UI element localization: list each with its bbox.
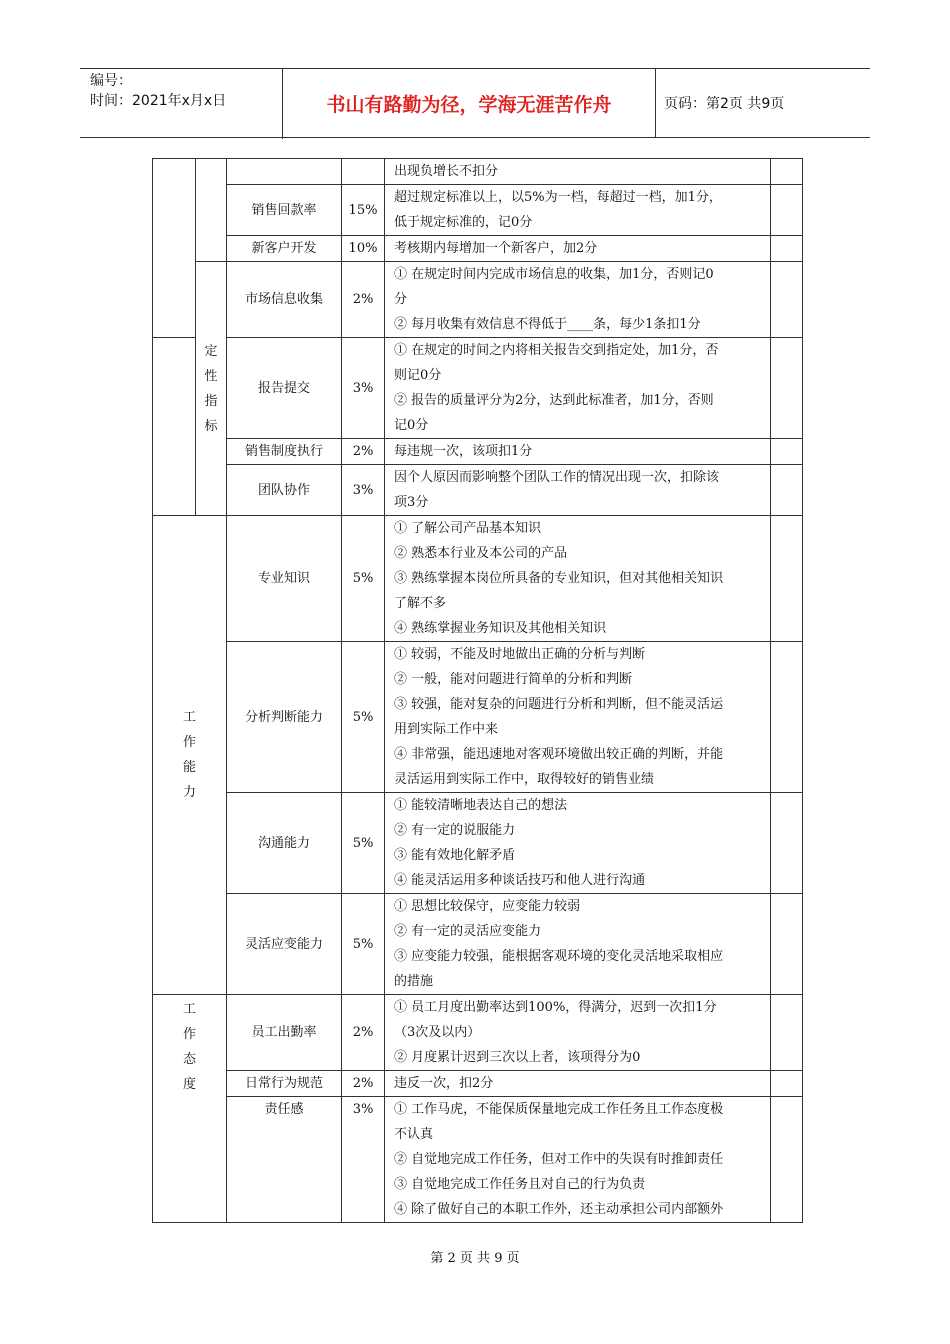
blank-category-cell [153,159,196,338]
standard-line: 项3分 [394,495,429,510]
standard-line: 违反一次，扣2分 [394,1076,494,1091]
table-row [153,338,803,439]
page-header [80,68,870,138]
standard-line: ① 了解公司产品基本知识 [394,521,542,536]
number-label: 编号： [90,73,132,89]
table-row [153,262,803,338]
score-cell [771,159,803,185]
item-standard [385,159,771,185]
table-row [153,439,803,465]
item-name: 报告提交 [227,338,342,439]
standard-line: ① 在规定的时间之内将相关报告交到指定处，加1分，否 [394,343,719,358]
table-row [153,995,803,1071]
standard-line: 则记0分 [394,368,442,383]
standard-line: ② 每月收集有效信息不得低于____条，每少1条扣1分 [394,317,701,332]
standard-line: ④ 能灵活运用多种谈话技巧和他人进行沟通 [394,873,646,888]
standard-line: ② 月度累计迟到三次以上者，该项得分为0 [394,1050,641,1065]
table-row [153,894,803,995]
item-standard [385,185,771,236]
item-weight: 15% [342,185,385,236]
page-footer: 第 2 页 共 9 页 [430,1251,520,1266]
table-row [153,793,803,894]
standard-line: ③ 熟练掌握本岗位所具备的专业知识，但对其他相关知识 [394,571,724,586]
item-weight: 3% [342,338,385,439]
table-row [153,236,803,262]
item-name: 团队协作 [227,465,342,516]
item-standard [385,465,771,516]
standard-line: ① 在规定时间内完成市场信息的收集，加1分，否则记0 [394,267,714,282]
standard-line: ③ 能有效地化解矛盾 [394,848,516,863]
score-cell [771,793,803,894]
standard-line: 灵活运用到实际工作中，取得较好的销售业绩 [394,772,655,787]
score-cell [771,894,803,995]
item-weight [342,159,385,185]
standard-line: 每违规一次，该项扣1分 [394,444,533,459]
standard-line: ② 报告的质量评分为2分，达到此标准者，加1分，否则 [394,393,714,408]
standard-line: ② 熟悉本行业及本公司的产品 [394,546,568,561]
blank-subcategory-cell [196,159,227,262]
item-weight: 2% [342,439,385,465]
item-weight: 10% [342,236,385,262]
item-standard [385,516,771,642]
standard-line: 考核期内每增加一个新客户，加2分 [394,241,598,256]
item-name [227,159,342,185]
item-name: 专业知识 [227,516,342,642]
score-cell [771,642,803,793]
item-name: 销售回款率 [227,185,342,236]
item-standard [385,439,771,465]
standard-line: ③ 应变能力较强，能根据客观环境的变化灵活地采取相应 [394,949,724,964]
item-weight: 5% [342,516,385,642]
item-name: 员工出勤率 [227,995,342,1071]
standard-line: 出现负增长不扣分 [394,164,499,179]
standard-line: ④ 非常强，能迅速地对客观环境做出较正确的判断，并能 [394,747,724,762]
standard-line: ① 思想比较保守，应变能力较弱 [394,899,581,914]
item-weight: 5% [342,793,385,894]
item-name: 分析判断能力 [227,642,342,793]
standard-line: ④ 除了做好自己的本职工作外，还主动承担公司内部额外 [394,1202,724,1217]
standard-line: ① 能较清晰地表达自己的想法 [394,798,568,813]
standard-line: 因个人原因而影响整个团队工作的情况出现一次，扣除该 [394,470,720,485]
standard-line: ② 有一定的说服能力 [394,823,516,838]
header-page-label: 页码：第2页 共9页 [664,96,785,112]
standard-line: ② 有一定的灵活应变能力 [394,924,542,939]
standard-line: ② 一般，能对问题进行简单的分析和判断 [394,672,633,687]
item-standard [385,642,771,793]
standard-line: ① 工作马虎，不能保质保量地完成工作任务且工作态度极 [394,1102,724,1117]
blank-category-cell [153,338,196,516]
table-row [153,642,803,793]
standard-line: （3次及以内） [394,1025,481,1040]
assessment-table [152,158,803,1223]
standard-line: ① 员工月度出勤率达到100%，得满分，迟到一次扣1分 [394,1000,717,1015]
table-row [153,516,803,642]
score-cell [771,262,803,338]
table-row [153,1071,803,1097]
standard-line: 超过规定标准以上，以5%为一档，每超过一档，加1分， [394,190,722,205]
item-name: 日常行为规范 [227,1071,342,1097]
item-standard [385,793,771,894]
score-cell [771,439,803,465]
table-row [153,185,803,236]
item-weight: 5% [342,642,385,793]
score-cell [771,338,803,439]
standard-line: 不认真 [394,1127,434,1142]
item-standard [385,1097,771,1223]
time-label: 时间：2021年x月x日 [90,93,227,109]
table-row [153,159,803,185]
standard-line: ④ 熟练掌握业务知识及其他相关知识 [394,621,607,636]
table-row [153,465,803,516]
item-standard [385,995,771,1071]
item-standard [385,894,771,995]
header-meta [80,69,283,139]
item-standard [385,1071,771,1097]
item-weight: 2% [342,262,385,338]
item-weight: 5% [342,894,385,995]
item-weight: 3% [342,1097,385,1223]
item-standard [385,236,771,262]
item-name: 新客户开发 [227,236,342,262]
standard-line: 用到实际工作中来 [394,722,499,737]
header-motto: 书山有路勤为径，学海无涯苦作舟 [283,69,656,137]
score-cell [771,1097,803,1223]
item-standard [385,338,771,439]
standard-line: 的措施 [394,974,434,989]
item-weight: 2% [342,995,385,1071]
score-cell [771,236,803,262]
standard-line: 低于规定标准的，记0分 [394,215,533,230]
standard-line: 了解不多 [394,596,447,611]
standard-line: 分 [394,292,408,307]
item-name: 灵活应变能力 [227,894,342,995]
category-ability: 工 作 能 力 [153,516,227,995]
item-name: 责任感 [227,1097,342,1223]
standard-line: ① 较弱，不能及时地做出正确的分析与判断 [394,647,646,662]
score-cell [771,516,803,642]
item-weight: 3% [342,465,385,516]
category-qualitative: 定 性 指 标 [196,262,227,516]
item-name: 销售制度执行 [227,439,342,465]
score-cell [771,185,803,236]
standard-line: ③ 自觉地完成工作任务且对自己的行为负责 [394,1177,646,1192]
score-cell [771,465,803,516]
item-name: 沟通能力 [227,793,342,894]
category-attitude: 工 作 态 度 [153,995,227,1223]
standard-line: ② 自觉地完成工作任务，但对工作中的失误有时推卸责任 [394,1152,724,1167]
score-cell [771,1071,803,1097]
item-name: 市场信息收集 [227,262,342,338]
table-row [153,1097,803,1223]
item-weight: 2% [342,1071,385,1097]
standard-line: 记0分 [394,418,429,433]
score-cell [771,995,803,1071]
item-standard [385,262,771,338]
standard-line: ③ 较强，能对复杂的问题进行分析和判断，但不能灵活运 [394,697,724,712]
